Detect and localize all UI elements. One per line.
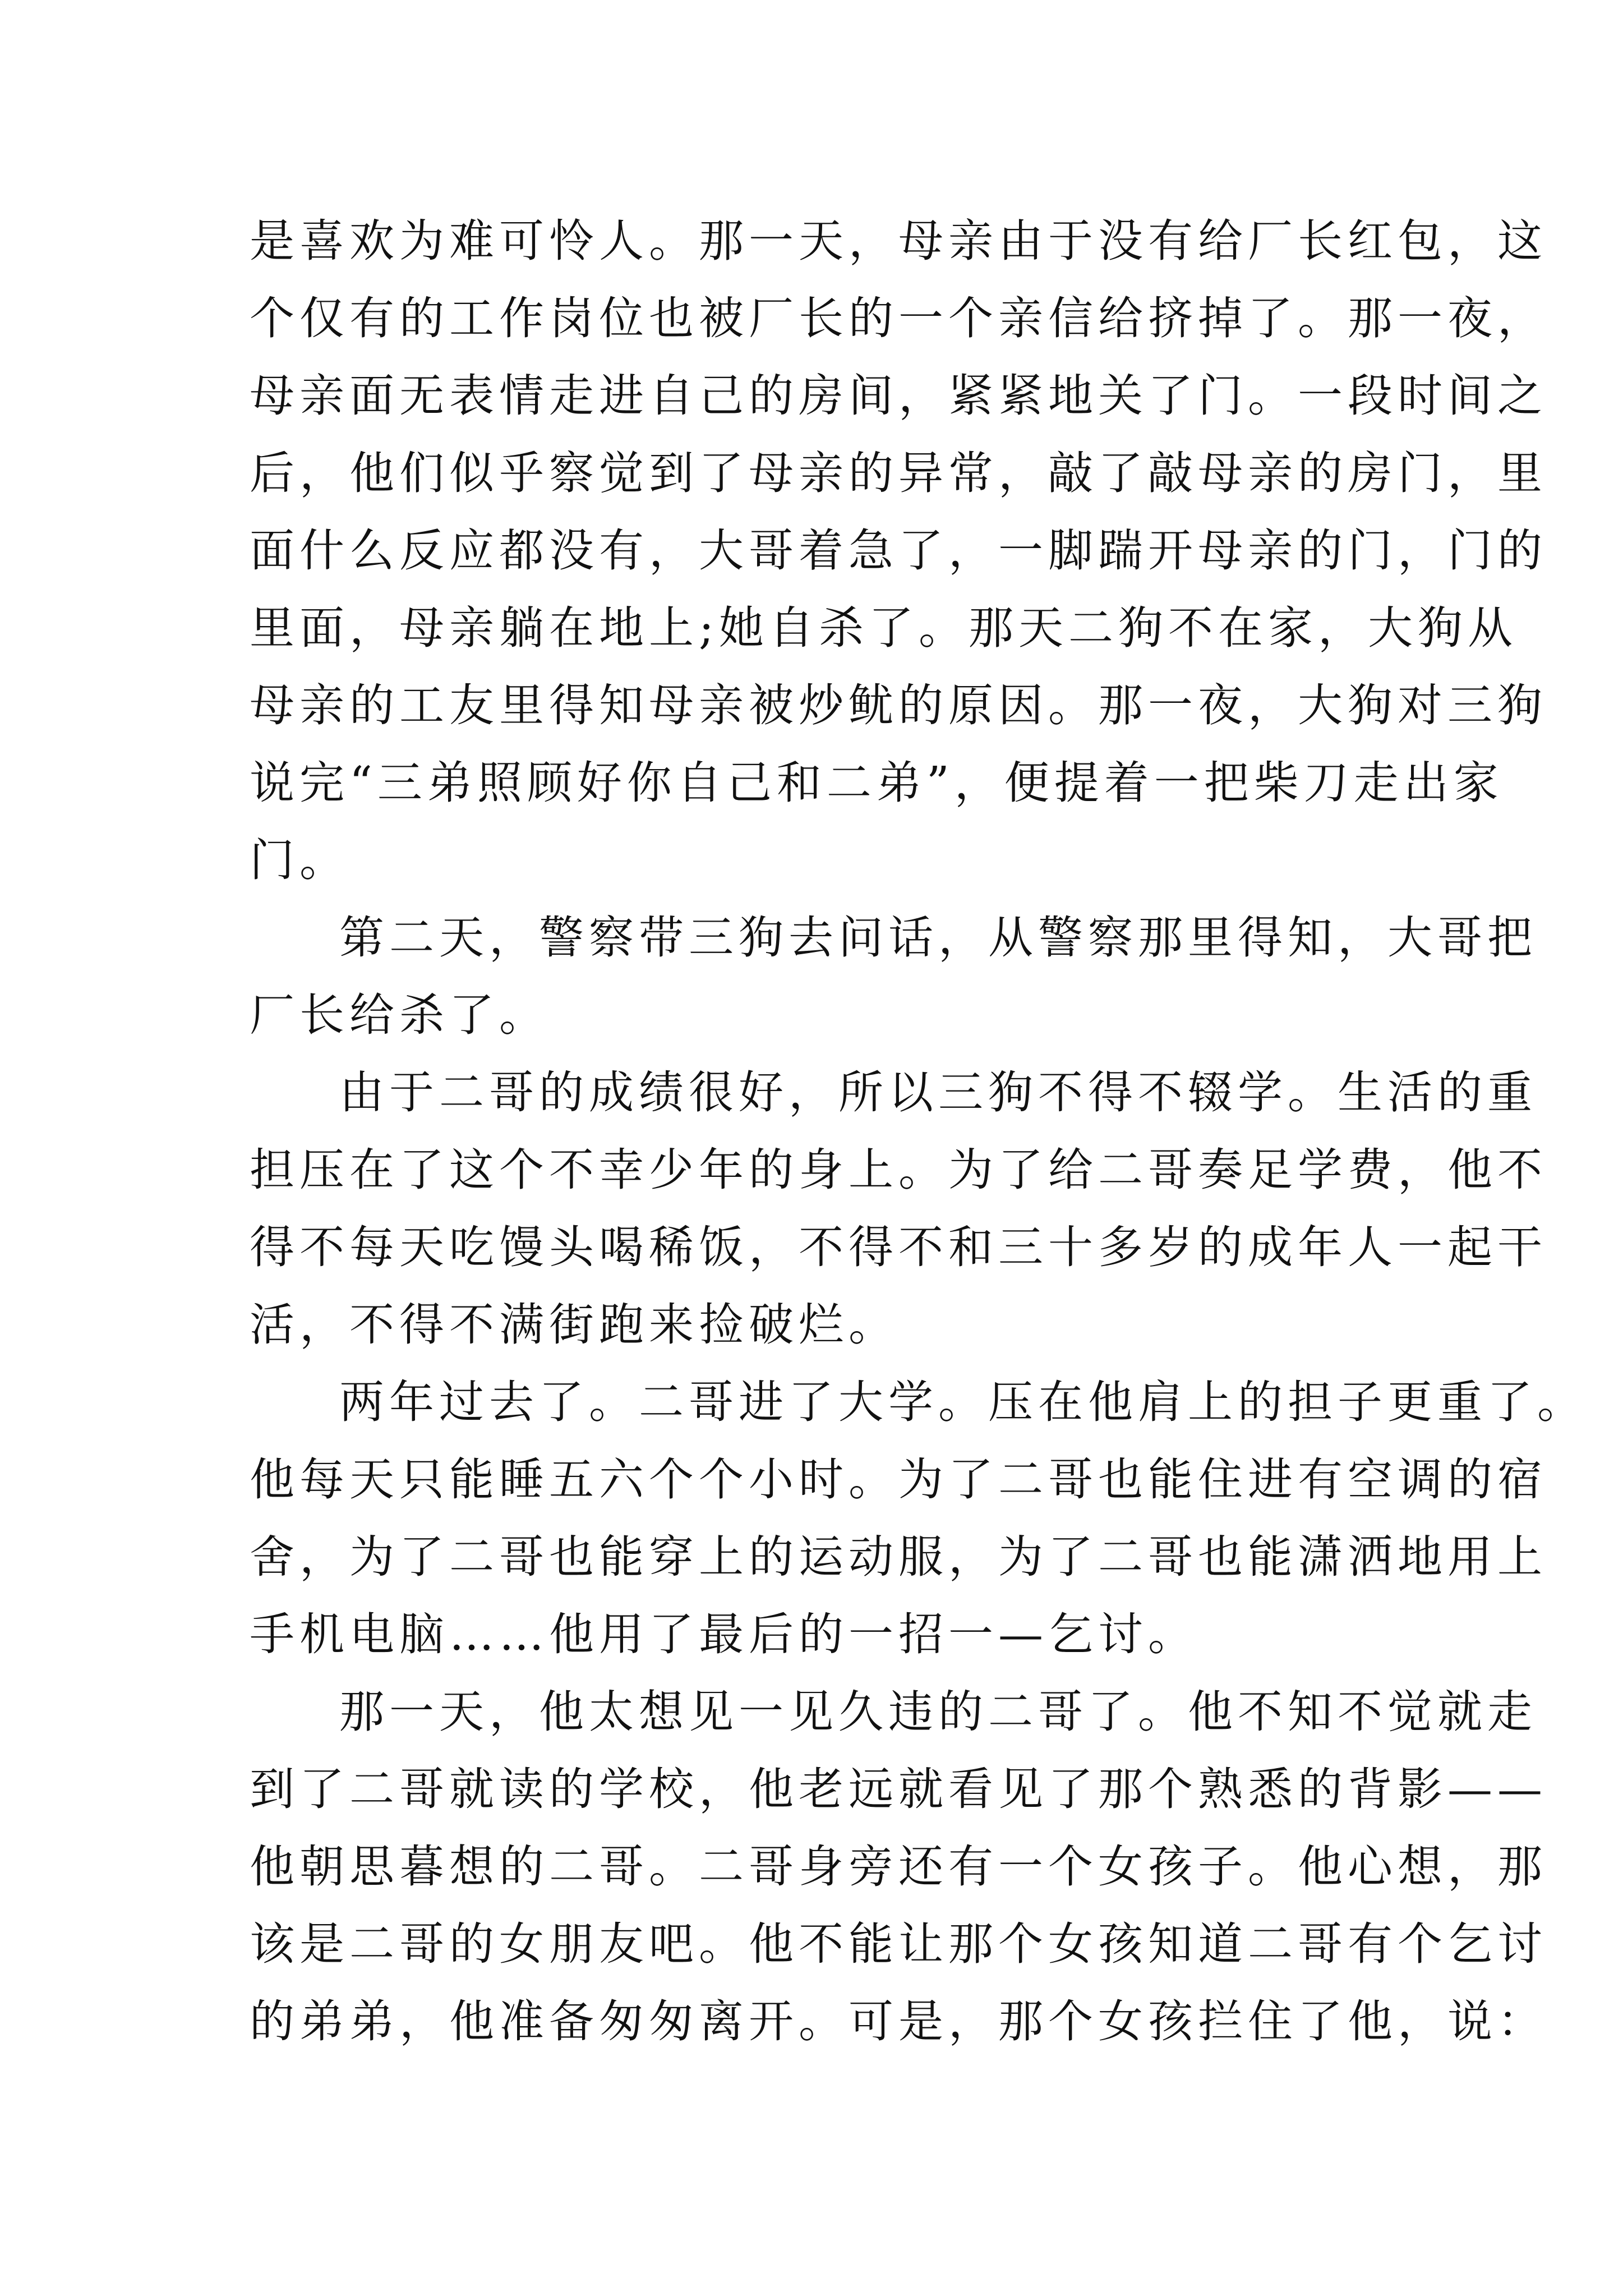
text-line: 担压在了这个不幸少年的身上。为了给二哥奏足学费，他不 bbox=[250, 1144, 1547, 1196]
text-line: 母亲面无表情走进自己的房间，紧紧地关了门。一段时间之 bbox=[250, 370, 1547, 422]
text-line: 厂长给杀了。 bbox=[250, 989, 549, 1041]
text-line: 该是二哥的女朋友吧。他不能让那个女孩知道二哥有个乞讨 bbox=[250, 1918, 1547, 1970]
text-line: 手机电脑……他用了最后的一招一—乞讨。 bbox=[250, 1608, 1198, 1660]
text-line: 他朝思暮想的二哥。二哥身旁还有一个女孩子。他心想，那 bbox=[250, 1841, 1547, 1893]
text-line: 到了二哥就读的学校，他老远就看见了那个熟悉的背影—— bbox=[250, 1763, 1547, 1815]
text-line: 活，不得不满街跑来捡破烂。 bbox=[250, 1299, 898, 1351]
text-line: 的弟弟，他准备匆匆离开。可是，那个女孩拦住了他，说： bbox=[250, 1995, 1547, 2047]
text-line: 里面，母亲躺在地上;她自杀了。那天二狗不在家，大狗从 bbox=[250, 602, 1518, 654]
text-line: 个仅有的工作岗位也被厂长的一个亲信给挤掉了。那一夜， bbox=[250, 292, 1547, 344]
text-line: 后，他们似乎察觉到了母亲的异常，敲了敲母亲的房门，里 bbox=[250, 447, 1547, 499]
text-line: 面什么反应都没有，大哥着急了，一脚踹开母亲的门，门的 bbox=[250, 524, 1547, 577]
text-line: 得不每天吃馒头喝稀饭，不得不和三十多岁的成年人一起干 bbox=[250, 1221, 1547, 1273]
paragraph-first-line: 两年过去了。二哥进了大学。压在他肩上的担子更重了。 bbox=[339, 1376, 1587, 1428]
text-line: 他每天只能睡五六个个小时。为了二哥也能住进有空调的宿 bbox=[250, 1453, 1547, 1506]
paragraph-first-line: 由于二哥的成绩很好，所以三狗不得不辍学。生活的重 bbox=[339, 1066, 1537, 1119]
paragraph-first-line: 那一天，他太想见一见久违的二哥了。他不知不觉就走 bbox=[339, 1686, 1537, 1738]
text-line: 母亲的工友里得知母亲被炒鱿的原因。那一夜，大狗对三狗 bbox=[250, 679, 1547, 731]
text-line: 舍，为了二哥也能穿上的运动服，为了二哥也能潇洒地用上 bbox=[250, 1531, 1547, 1583]
text-line: 门。 bbox=[250, 834, 349, 886]
text-line: 是喜欢为难可怜人。那一天，母亲由于没有给厂长红包，这 bbox=[250, 215, 1547, 267]
paragraph-first-line: 第二天，警察带三狗去问话，从警察那里得知，大哥把 bbox=[339, 912, 1537, 964]
text-line: 说完“三弟照顾好你自己和二弟”，便提着一把柴刀走出家 bbox=[250, 757, 1504, 809]
